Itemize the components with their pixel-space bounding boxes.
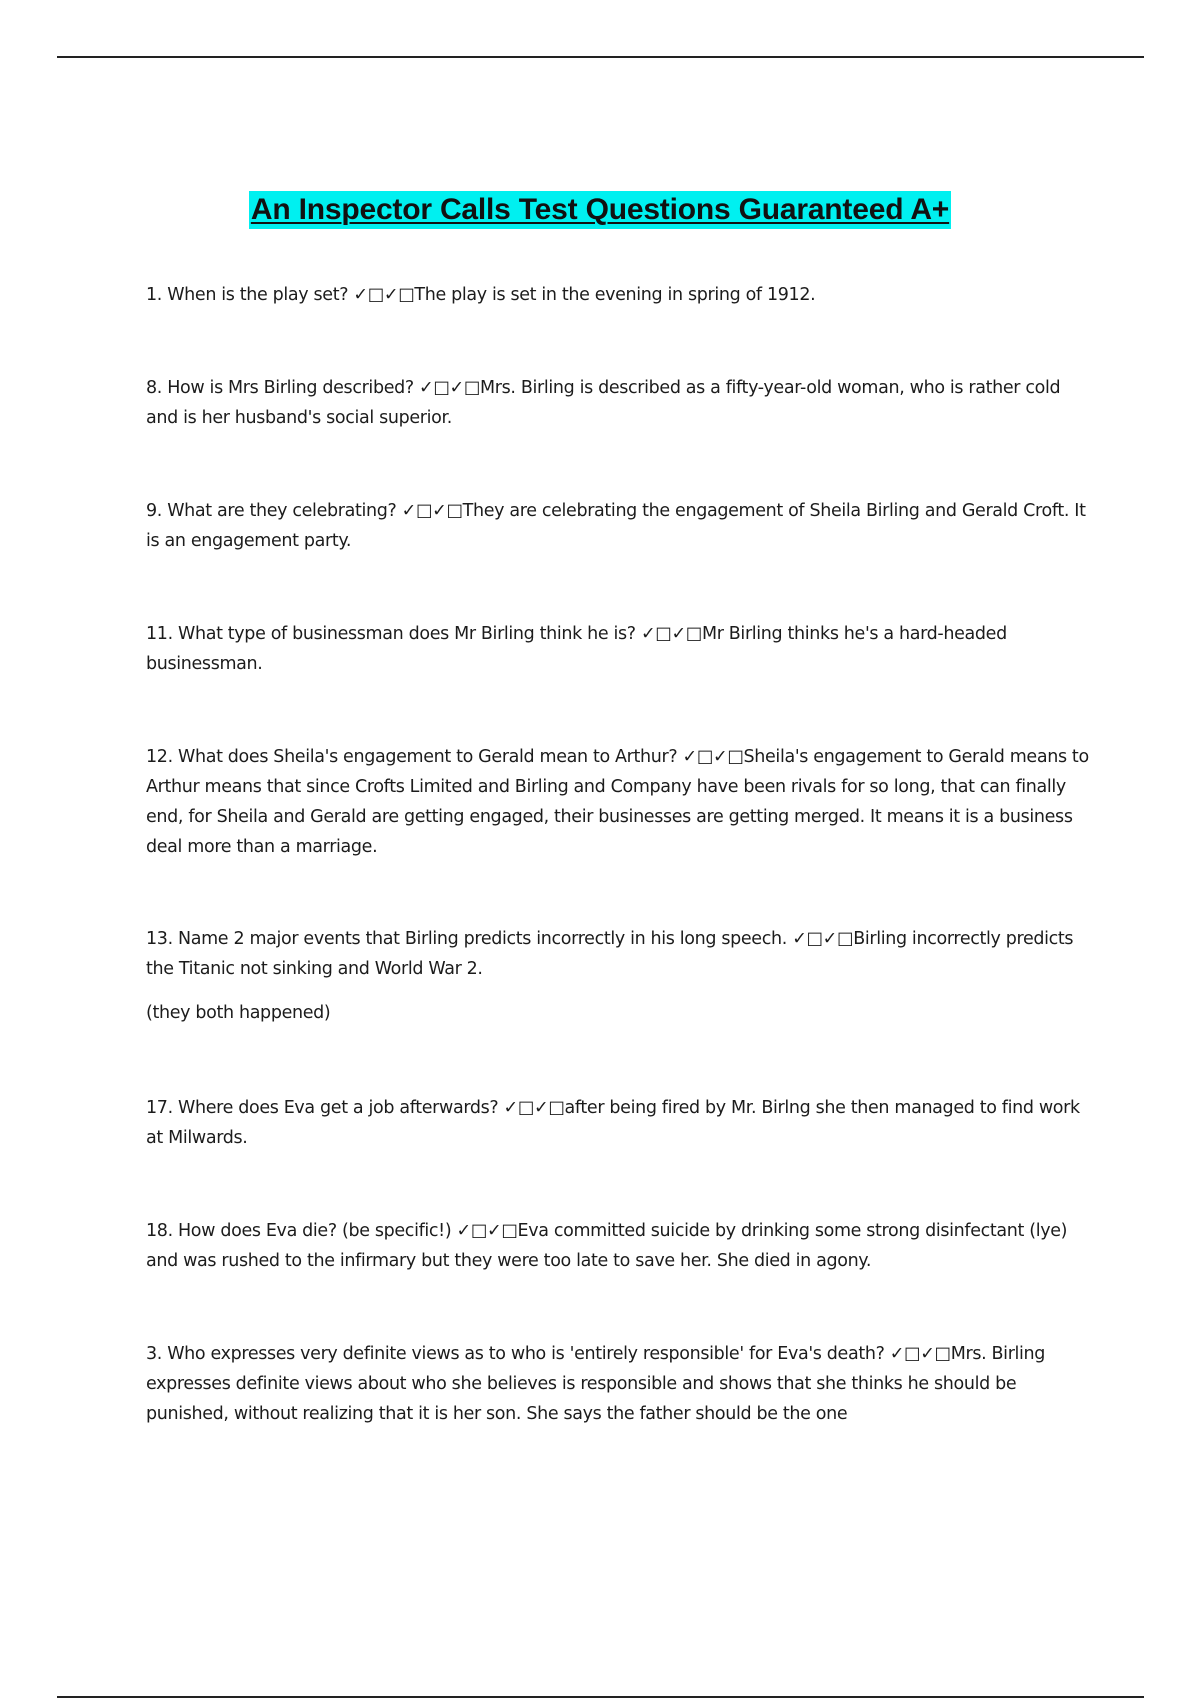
question-text: What does Sheila's engagement to Gerald mean to Arthur?	[178, 747, 678, 767]
question-text: What type of businessman does Mr Birling think he is?	[178, 624, 636, 644]
qa-paragraph	[146, 742, 1096, 862]
document-title: An Inspector Calls Test Questions Guaranteed A+	[249, 191, 951, 229]
check-marker: ✓□✓□	[419, 378, 481, 398]
qa-paragraph	[146, 1216, 1096, 1276]
top-rule	[57, 56, 1144, 58]
title-container	[0, 191, 1200, 229]
qa-item-11	[146, 619, 1096, 679]
answer-text: Mr Birling thinks he's a hard-headed businessman.	[146, 624, 1007, 674]
question-text: Where does Eva get a job afterwards?	[178, 1098, 499, 1118]
question-text: Name 2 major events that Birling predicts incorrectly in his long speech.	[178, 929, 787, 949]
qa-paragraph	[146, 373, 1096, 433]
qa-item-1	[146, 280, 1096, 310]
qa-paragraph	[146, 280, 1096, 310]
check-marker: ✓□✓□	[682, 747, 744, 767]
answer-text: Mrs. Birling is described as a fifty-year-old woman, who is rather cold and is her husband's social superior.	[146, 378, 1061, 428]
qa-item-8	[146, 373, 1096, 433]
answer-note: (they both happened)	[146, 1003, 331, 1023]
question-text: How is Mrs Birling described?	[167, 378, 414, 398]
qa-item-13	[146, 924, 1096, 1028]
question-number: 1.	[146, 285, 162, 305]
check-marker: ✓□✓□	[792, 929, 854, 949]
question-number: 13.	[146, 929, 173, 949]
qa-item-12	[146, 742, 1096, 862]
question-text: When is the play set?	[167, 285, 349, 305]
question-number: 9.	[146, 501, 162, 521]
question-number: 8.	[146, 378, 162, 398]
check-marker: ✓□✓□	[456, 1221, 518, 1241]
answer-text: Eva committed suicide by drinking some strong disinfectant (lye) and was rushed to the infirmary but they were too late to save her. She died in agony.	[146, 1221, 1068, 1271]
answer-text: Sheila's engagement to Gerald means to Arthur means that since Crofts Limited and Birling and Company have been rivals for so long, that can finally end, for Sheila and Gerald are getting engaged, their businesses are getting merged. It means it is a business deal more than a marriage.	[146, 747, 1089, 857]
answer-text: The play is set in the evening in spring of 1912.	[414, 285, 816, 305]
check-marker: ✓□✓□	[401, 501, 463, 521]
check-marker: ✓□✓□	[640, 624, 702, 644]
qa-paragraph	[146, 1339, 1096, 1429]
qa-paragraph	[146, 619, 1096, 679]
qa-item-17	[146, 1093, 1096, 1153]
bottom-rule	[57, 1696, 1144, 1698]
answer-text: Mrs. Birling expresses definite views about who she believes is responsible and shows that she thinks he should be punished, without realizing that it is her son. She says the father should be the one	[146, 1344, 1046, 1424]
question-text: How does Eva die? (be specific!)	[178, 1221, 452, 1241]
question-number: 18.	[146, 1221, 173, 1241]
answer-text: after being fired by Mr. Birlng she then managed to find work at Milwards.	[146, 1098, 1080, 1148]
check-marker: ✓□✓□	[353, 285, 415, 305]
qa-paragraph	[146, 1093, 1096, 1153]
question-number: 3.	[146, 1344, 162, 1364]
question-number: 17.	[146, 1098, 173, 1118]
answer-text: Birling incorrectly predicts the Titanic not sinking and World War 2.	[146, 929, 1074, 979]
check-marker: ✓□✓□	[889, 1344, 951, 1364]
qa-item-18	[146, 1216, 1096, 1276]
check-marker: ✓□✓□	[503, 1098, 565, 1118]
answer-text: They are celebrating the engagement of Sheila Birling and Gerald Croft. It is an engagement party.	[146, 501, 1086, 551]
qa-item-3	[146, 1339, 1096, 1429]
qa-paragraph	[146, 496, 1096, 556]
qa-item-9	[146, 496, 1096, 556]
qa-paragraph	[146, 924, 1096, 984]
question-text: What are they celebrating?	[167, 501, 397, 521]
question-number: 11.	[146, 624, 173, 644]
question-number: 12.	[146, 747, 173, 767]
question-text: Who expresses very definite views as to who is 'entirely responsible' for Eva's death?	[167, 1344, 885, 1364]
